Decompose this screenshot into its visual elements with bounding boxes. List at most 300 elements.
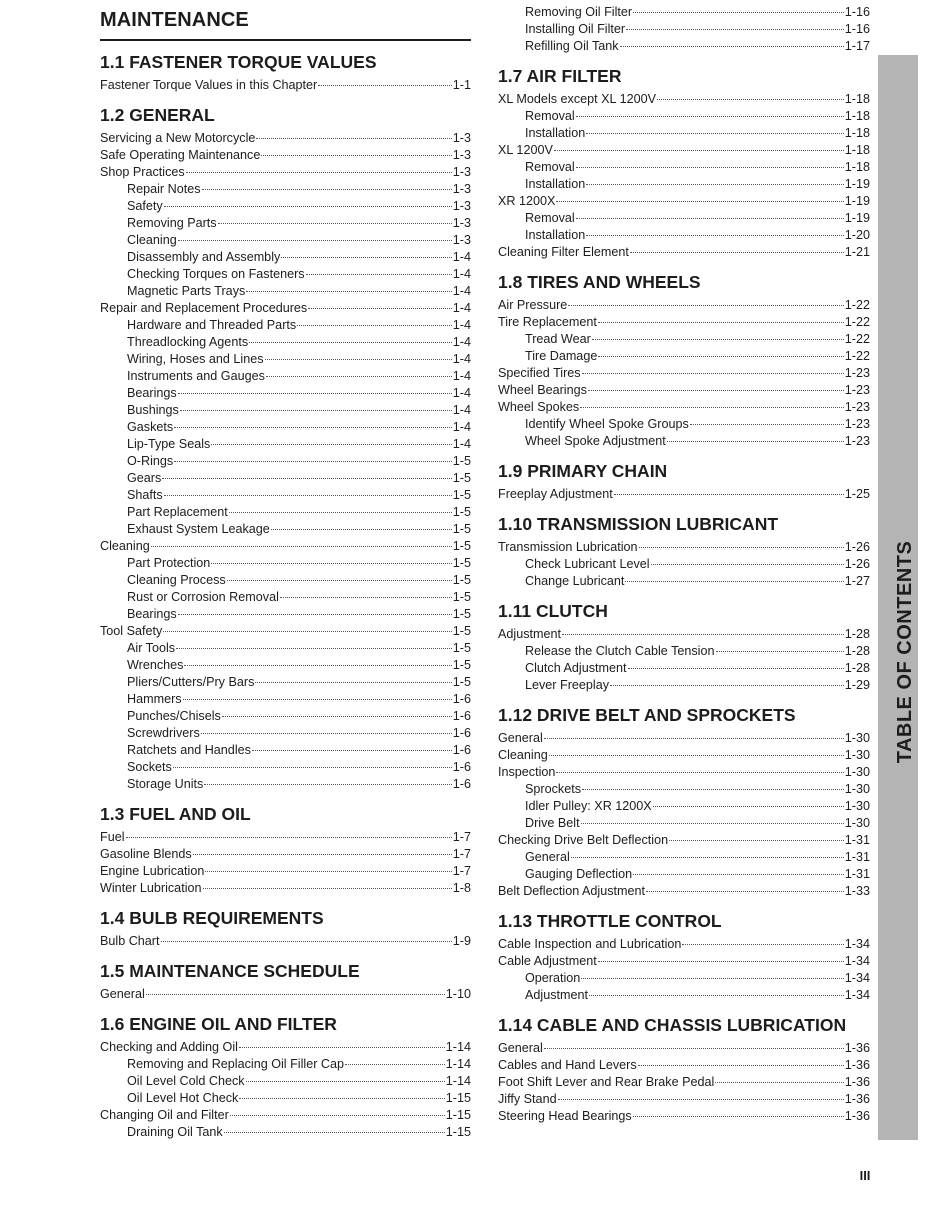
toc-entry-list <box>498 1040 870 1125</box>
dot-leader <box>586 235 844 236</box>
toc-entry-page: 1-3 <box>452 148 471 162</box>
toc-section <box>100 51 471 94</box>
dot-leader <box>306 274 452 275</box>
toc-entry[interactable] <box>100 266 471 283</box>
toc-entry-page: 1-18 <box>844 92 870 106</box>
toc-entry-title: Cable Inspection and Lubrication <box>498 937 682 951</box>
toc-entry[interactable] <box>498 936 870 953</box>
toc-section <box>498 65 870 261</box>
toc-entry[interactable] <box>498 433 870 450</box>
toc-entry-title: General <box>498 1041 543 1055</box>
toc-entry[interactable] <box>100 334 471 351</box>
toc-entry[interactable] <box>498 159 870 176</box>
toc-entry-page: 1-23 <box>844 400 870 414</box>
toc-entry-title: Cleaning <box>498 748 548 762</box>
toc-entry[interactable] <box>100 538 471 555</box>
toc-entry-page: 1-3 <box>452 216 471 230</box>
toc-entry-title: Drive Belt <box>525 816 580 830</box>
dot-leader <box>178 393 452 394</box>
dot-leader <box>178 614 452 615</box>
toc-entry[interactable] <box>100 606 471 623</box>
dot-leader <box>576 116 844 117</box>
toc-entry[interactable] <box>498 1108 870 1125</box>
toc-entry[interactable] <box>498 38 870 55</box>
toc-entry-title: Installation <box>525 126 586 140</box>
toc-entry[interactable] <box>498 849 870 866</box>
toc-entry[interactable] <box>498 399 870 416</box>
toc-entry[interactable] <box>100 657 471 674</box>
toc-entry-title: Wheel Spoke Adjustment <box>525 434 666 448</box>
toc-section <box>100 104 471 793</box>
toc-entry-title: General <box>498 731 543 745</box>
toc-entry-title: Identify Wheel Spoke Groups <box>525 417 689 431</box>
toc-entry-page: 1-18 <box>844 126 870 140</box>
toc-entry-page: 1-5 <box>452 556 471 570</box>
toc-entry[interactable] <box>100 232 471 249</box>
toc-entry-page: 1-4 <box>452 267 471 281</box>
toc-entry[interactable] <box>498 416 870 433</box>
toc-entry-title: Instruments and Gauges <box>127 369 265 383</box>
toc-entry-list <box>498 730 870 900</box>
dot-leader <box>174 427 452 428</box>
dot-leader <box>239 1047 445 1048</box>
dot-leader <box>651 564 844 565</box>
toc-entry-title: XL Models except XL 1200V <box>498 92 656 106</box>
toc-entry-title: General <box>525 850 570 864</box>
toc-entry-title: Shop Practices <box>100 165 185 179</box>
toc-entry-page: 1-23 <box>844 417 870 431</box>
toc-entry[interactable] <box>498 486 870 503</box>
toc-entry[interactable] <box>498 764 870 781</box>
toc-entry-page: 1-34 <box>844 937 870 951</box>
toc-entry[interactable] <box>498 331 870 348</box>
toc-entry-page: 1-5 <box>452 624 471 638</box>
dot-leader <box>163 631 451 632</box>
toc-entry[interactable] <box>100 436 471 453</box>
toc-entry[interactable] <box>100 215 471 232</box>
toc-entry-list <box>100 130 471 793</box>
toc-entry[interactable] <box>100 130 471 147</box>
toc-entry[interactable] <box>100 147 471 164</box>
toc-entry[interactable] <box>498 883 870 900</box>
toc-entry-page: 1-5 <box>452 607 471 621</box>
toc-entry[interactable] <box>498 798 870 815</box>
toc-entry[interactable] <box>498 866 870 883</box>
toc-entry[interactable] <box>498 660 870 677</box>
toc-entry-title: Tool Safety <box>100 624 163 638</box>
toc-entry-title: Ratchets and Handles <box>127 743 251 757</box>
toc-entry-page: 1-26 <box>844 557 870 571</box>
toc-entry-page: 1-6 <box>452 692 471 706</box>
toc-entry-title: Change Lubricant <box>525 574 625 588</box>
section-title[interactable]: 1.1 FASTENER TORQUE VALUES <box>100 52 377 72</box>
dot-leader <box>580 407 844 408</box>
dot-leader <box>193 854 452 855</box>
toc-entry[interactable] <box>498 227 870 244</box>
toc-entry-list <box>498 91 870 261</box>
toc-entry[interactable] <box>498 4 870 21</box>
toc-entry-title: Belt Deflection Adjustment <box>498 884 646 898</box>
toc-entry-title: Adjustment <box>498 627 561 641</box>
toc-entry-title: Winter Lubrication <box>100 881 202 895</box>
toc-entry-title: Draining Oil Tank <box>127 1125 223 1139</box>
toc-entry[interactable] <box>498 348 870 365</box>
toc-entry[interactable] <box>498 677 870 694</box>
toc-section <box>100 907 471 950</box>
toc-entry-page: 1-34 <box>844 971 870 985</box>
toc-entry-title: Bearings <box>127 607 177 621</box>
dot-leader <box>255 682 451 683</box>
dot-leader <box>261 155 451 156</box>
toc-entry-page: 1-30 <box>844 731 870 745</box>
toc-entry-page: 1-5 <box>452 658 471 672</box>
toc-entry-title: Changing Oil and Filter <box>100 1108 229 1122</box>
dot-leader <box>161 941 452 942</box>
dot-leader <box>211 444 451 445</box>
toc-section <box>100 960 471 1003</box>
dot-leader <box>581 823 844 824</box>
toc-section <box>498 460 870 503</box>
toc-entry[interactable] <box>100 986 471 1003</box>
toc-entry-page: 1-7 <box>452 864 471 878</box>
toc-entry-page: 1-36 <box>844 1075 870 1089</box>
toc-entry[interactable] <box>498 832 870 849</box>
toc-entry[interactable] <box>100 1056 471 1073</box>
toc-entry-title: Checking Torques on Fasteners <box>127 267 305 281</box>
toc-entry-title: Cleaning Process <box>127 573 226 587</box>
section-title[interactable]: 1.14 CABLE AND CHASSIS LUBRICATION <box>498 1015 847 1035</box>
toc-entry-page: 1-5 <box>452 522 471 536</box>
section-title[interactable]: 1.9 PRIMARY CHAIN <box>498 461 668 481</box>
toc-entry-title: Disassembly and Assembly <box>127 250 281 264</box>
toc-entry-title: Sprockets <box>525 782 581 796</box>
toc-section <box>100 1013 471 1141</box>
toc-entry[interactable] <box>498 643 870 660</box>
toc-entry-page: 1-4 <box>452 335 471 349</box>
toc-entry-page: 1-3 <box>452 131 471 145</box>
toc-entry[interactable] <box>498 365 870 382</box>
toc-entry[interactable] <box>100 1039 471 1056</box>
toc-entry[interactable] <box>498 747 870 764</box>
toc-entry[interactable] <box>100 572 471 589</box>
toc-entry[interactable] <box>498 314 870 331</box>
toc-entry-page: 1-14 <box>445 1074 471 1088</box>
toc-section <box>498 704 870 900</box>
toc-entry[interactable] <box>100 181 471 198</box>
toc-entry-page: 1-7 <box>452 847 471 861</box>
toc-entry-page: 1-19 <box>844 211 870 225</box>
toc-entry[interactable] <box>100 1124 471 1141</box>
toc-entry-page: 1-10 <box>445 987 471 1001</box>
toc-entry-page: 1-17 <box>844 39 870 53</box>
toc-entry-page: 1-31 <box>844 850 870 864</box>
toc-entry-title: Rust or Corrosion Removal <box>127 590 279 604</box>
toc-entry-page: 1-28 <box>844 661 870 675</box>
toc-entry[interactable] <box>100 880 471 897</box>
toc-entry-page: 1-3 <box>452 199 471 213</box>
toc-entry-title: Wheel Bearings <box>498 383 587 397</box>
dot-leader <box>598 322 844 323</box>
dot-leader <box>222 716 452 717</box>
toc-entry-list <box>498 486 870 503</box>
section-title[interactable]: 1.7 AIR FILTER <box>498 66 622 86</box>
dot-leader <box>281 257 452 258</box>
toc-entry[interactable] <box>100 555 471 572</box>
toc-entry[interactable] <box>498 108 870 125</box>
dot-leader <box>205 871 451 872</box>
toc-entry-title: XR 1200X <box>498 194 556 208</box>
toc-entry[interactable] <box>100 504 471 521</box>
dot-leader <box>667 441 844 442</box>
dot-leader <box>598 356 843 357</box>
toc-entry-page: 1-4 <box>452 420 471 434</box>
dot-leader <box>230 1115 445 1116</box>
toc-entry[interactable] <box>498 91 870 108</box>
toc-entry-title: Bushings <box>127 403 179 417</box>
toc-entry[interactable] <box>498 626 870 643</box>
toc-entry[interactable] <box>100 368 471 385</box>
dot-leader <box>318 85 452 86</box>
toc-entry[interactable] <box>100 1090 471 1107</box>
toc-entry[interactable] <box>100 402 471 419</box>
dot-leader <box>556 201 843 202</box>
toc-entry-title: Servicing a New Motorcycle <box>100 131 256 145</box>
dot-leader <box>571 857 844 858</box>
toc-entry-page: 1-15 <box>445 1125 471 1139</box>
section-title[interactable]: 1.10 TRANSMISSION LUBRICANT <box>498 514 779 534</box>
toc-entry-page: 1-6 <box>452 760 471 774</box>
toc-entry-title: Punches/Chisels <box>127 709 221 723</box>
dot-leader <box>146 994 445 995</box>
dot-leader <box>633 12 844 13</box>
dot-leader <box>280 597 452 598</box>
toc-entry[interactable] <box>100 1073 471 1090</box>
dot-leader <box>180 410 452 411</box>
toc-entry-page: 1-25 <box>844 487 870 501</box>
toc-entry-title: Bulb Chart <box>100 934 160 948</box>
dot-leader <box>556 772 843 773</box>
toc-entry-title: Oil Level Hot Check <box>127 1091 239 1105</box>
dot-leader <box>625 581 843 582</box>
toc-entry[interactable] <box>498 1091 870 1108</box>
toc-entry-page: 1-19 <box>844 177 870 191</box>
dot-leader <box>229 512 452 513</box>
section-title[interactable]: 1.2 GENERAL <box>100 105 215 125</box>
toc-entry-title: Wiring, Hoses and Lines <box>127 352 264 366</box>
section-title[interactable]: 1.3 FUEL AND OIL <box>100 804 251 824</box>
section-title[interactable]: 1.6 ENGINE OIL AND FILTER <box>100 1014 337 1034</box>
toc-entry-page: 1-5 <box>452 454 471 468</box>
toc-entry-title: Adjustment <box>525 988 588 1002</box>
dot-leader <box>227 580 452 581</box>
toc-entry-page: 1-3 <box>452 165 471 179</box>
toc-entry[interactable] <box>100 933 471 950</box>
dot-leader <box>162 478 452 479</box>
toc-entry-page: 1-16 <box>844 5 870 19</box>
toc-entry[interactable] <box>498 556 870 573</box>
toc-entry[interactable] <box>100 77 471 94</box>
toc-entry-page: 1-3 <box>452 233 471 247</box>
dot-leader <box>614 494 844 495</box>
right-column <box>498 4 870 1125</box>
toc-entry[interactable] <box>498 1057 870 1074</box>
toc-entry[interactable] <box>498 382 870 399</box>
toc-entry[interactable] <box>498 539 870 556</box>
toc-entry-title: Removal <box>525 109 575 123</box>
section-title[interactable]: 1.4 BULB REQUIREMENTS <box>100 908 324 928</box>
dot-leader <box>164 495 452 496</box>
toc-entry-title: Engine Lubrication <box>100 864 205 878</box>
toc-entry-page: 1-4 <box>452 437 471 451</box>
toc-entry[interactable] <box>100 708 471 725</box>
dot-leader <box>716 651 844 652</box>
dot-leader <box>126 837 452 838</box>
toc-entry[interactable] <box>100 470 471 487</box>
toc-entry[interactable] <box>498 21 870 38</box>
toc-entry[interactable] <box>100 453 471 470</box>
toc-entry-title: Cleaning <box>100 539 150 553</box>
toc-entry-title: Installing Oil Filter <box>525 22 626 36</box>
toc-entry[interactable] <box>100 691 471 708</box>
toc-entry[interactable] <box>100 385 471 402</box>
toc-entry[interactable] <box>100 419 471 436</box>
toc-entry[interactable] <box>498 970 870 987</box>
dot-leader <box>201 733 452 734</box>
toc-entry-title: Cable Adjustment <box>498 954 597 968</box>
dot-leader <box>633 874 844 875</box>
toc-entry-page: 1-5 <box>452 573 471 587</box>
section-title[interactable]: 1.13 THROTTLE CONTROL <box>498 911 722 931</box>
toc-entry[interactable] <box>100 776 471 793</box>
toc-entry[interactable] <box>498 815 870 832</box>
toc-entry[interactable] <box>100 300 471 317</box>
toc-entry-page: 1-5 <box>452 590 471 604</box>
toc-entry[interactable] <box>498 1040 870 1057</box>
toc-entry-title: Sockets <box>127 760 172 774</box>
toc-entry[interactable] <box>100 846 471 863</box>
toc-entry[interactable] <box>498 987 870 1004</box>
dot-leader <box>626 29 844 30</box>
toc-entry[interactable] <box>100 1107 471 1124</box>
toc-entry[interactable] <box>100 351 471 368</box>
toc-entry[interactable] <box>100 317 471 334</box>
dot-leader <box>581 978 843 979</box>
dot-leader <box>586 133 844 134</box>
dot-leader <box>715 1082 843 1083</box>
toc-entry-title: Bearings <box>127 386 177 400</box>
toc-entry-page: 1-6 <box>452 743 471 757</box>
toc-entry[interactable] <box>100 829 471 846</box>
dot-leader <box>589 995 844 996</box>
toc-entry[interactable] <box>100 487 471 504</box>
toc-entry[interactable] <box>498 1074 870 1091</box>
toc-entry-title: Removing Oil Filter <box>525 5 633 19</box>
toc-entry-page: 1-6 <box>452 726 471 740</box>
toc-entry-page: 1-30 <box>844 782 870 796</box>
left-column <box>100 0 471 1141</box>
toc-entry-page: 1-29 <box>844 678 870 692</box>
toc-entry[interactable] <box>498 210 870 227</box>
toc-entry-page: 1-4 <box>452 250 471 264</box>
toc-entry-title: Repair Notes <box>127 182 201 196</box>
toc-entry[interactable] <box>100 725 471 742</box>
toc-entry-title: Specified Tires <box>498 366 581 380</box>
dot-leader <box>256 138 451 139</box>
section-title[interactable]: 1.12 DRIVE BELT AND SPROCKETS <box>498 705 796 725</box>
toc-entry[interactable] <box>498 125 870 142</box>
toc-entry[interactable] <box>100 283 471 300</box>
dot-leader <box>639 547 844 548</box>
toc-entry[interactable] <box>100 674 471 691</box>
toc-entry-title: Removal <box>525 160 575 174</box>
toc-section <box>498 1014 870 1125</box>
toc-entry[interactable] <box>498 573 870 590</box>
toc-entry[interactable] <box>498 297 870 314</box>
toc-entry-page: 1-23 <box>844 366 870 380</box>
toc-entry[interactable] <box>100 742 471 759</box>
dot-leader <box>265 359 452 360</box>
toc-entry[interactable] <box>100 521 471 538</box>
dot-leader <box>249 342 452 343</box>
toc-entry[interactable] <box>498 176 870 193</box>
toc-entry[interactable] <box>100 164 471 181</box>
toc-entry-title: Idler Pulley: XR 1200X <box>525 799 652 813</box>
toc-entry[interactable] <box>100 249 471 266</box>
toc-entry[interactable] <box>498 781 870 798</box>
toc-entry[interactable] <box>498 730 870 747</box>
dot-leader <box>544 738 844 739</box>
toc-entry[interactable] <box>100 198 471 215</box>
dot-leader <box>164 206 452 207</box>
toc-entry-list <box>498 626 870 694</box>
toc-entry-title: Steering Head Bearings <box>498 1109 632 1123</box>
dot-leader <box>653 806 844 807</box>
section-title[interactable]: 1.8 TIRES AND WHEELS <box>498 272 701 292</box>
toc-entry[interactable] <box>498 142 870 159</box>
toc-entry[interactable] <box>100 759 471 776</box>
toc-entry-page: 1-36 <box>844 1058 870 1072</box>
page-title: MAINTENANCE <box>100 0 471 41</box>
toc-entry[interactable] <box>498 193 870 210</box>
toc-entry-title: Pliers/Cutters/Pry Bars <box>127 675 255 689</box>
side-tab[interactable] <box>878 55 918 1140</box>
dot-leader <box>176 648 452 649</box>
dot-leader <box>562 634 844 635</box>
dot-leader <box>297 325 452 326</box>
toc-entry-title: Tire Replacement <box>498 315 597 329</box>
toc-entry-title: Inspection <box>498 765 556 779</box>
toc-entry[interactable] <box>498 953 870 970</box>
dot-leader <box>657 99 844 100</box>
toc-entry[interactable] <box>498 244 870 261</box>
toc-entry-page: 1-20 <box>844 228 870 242</box>
section-title[interactable]: 1.5 MAINTENANCE SCHEDULE <box>100 961 360 981</box>
dot-leader <box>202 189 452 190</box>
dot-leader <box>568 305 843 306</box>
dot-leader <box>203 888 452 889</box>
dot-leader <box>620 46 844 47</box>
toc-entry-title: Screwdrivers <box>127 726 200 740</box>
toc-entry[interactable] <box>100 640 471 657</box>
toc-entry[interactable] <box>100 589 471 606</box>
dot-leader <box>630 252 844 253</box>
toc-entry-page: 1-14 <box>445 1040 471 1054</box>
toc-entry[interactable] <box>100 623 471 640</box>
toc-entry[interactable] <box>100 863 471 880</box>
dot-leader <box>576 218 844 219</box>
toc-entry-page: 1-26 <box>844 540 870 554</box>
section-title[interactable]: 1.11 CLUTCH <box>498 601 608 621</box>
